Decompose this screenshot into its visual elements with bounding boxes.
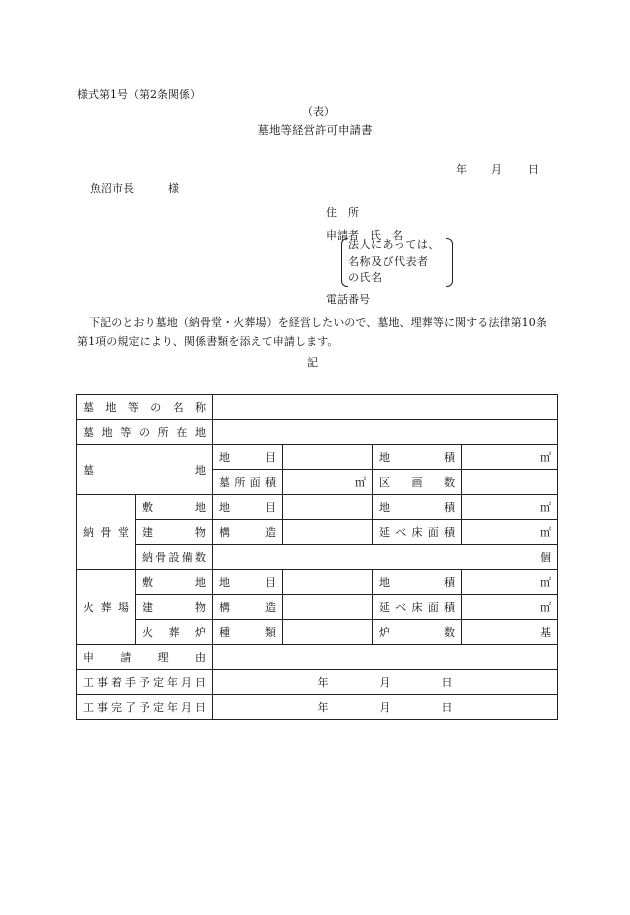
kasoba-kozo-value[interactable] bbox=[283, 595, 373, 620]
date-day: 日 bbox=[528, 163, 539, 176]
kasoba-rosu-label: 炉数 bbox=[373, 620, 462, 645]
end-date-value[interactable] bbox=[213, 695, 558, 720]
address-label: 住 所 bbox=[326, 206, 359, 219]
cemetery-label: 墓地 bbox=[77, 445, 213, 495]
cemetery-chiseki-label: 地積 bbox=[373, 445, 462, 470]
corporation-note bbox=[343, 237, 451, 288]
reason-value[interactable] bbox=[213, 645, 558, 670]
nokotsudo-setsubi-value[interactable]: 個 bbox=[213, 545, 558, 570]
cemetery-chimoku-label: 地目 bbox=[213, 445, 283, 470]
date-line bbox=[456, 161, 539, 177]
front-side-label: （表） bbox=[302, 105, 335, 118]
nokotsudo-kozo-value[interactable] bbox=[283, 520, 373, 545]
table-row bbox=[77, 570, 558, 595]
nokotsudo-chimoku-value[interactable] bbox=[283, 495, 373, 520]
end-year: 年 bbox=[317, 701, 329, 714]
nokotsudo-shikichi-label: 敷地 bbox=[136, 495, 213, 520]
addressee bbox=[90, 180, 179, 196]
start-day: 日 bbox=[441, 676, 453, 689]
name-label: 墓地等の名称 bbox=[77, 395, 213, 420]
nokotsudo-setsubi-label: 納骨設備数 bbox=[136, 545, 213, 570]
nokotsudo-nobe-value[interactable]: ㎡ bbox=[462, 520, 558, 545]
applicant-name-label: 申請者 氏 名 bbox=[326, 229, 403, 242]
corp-note-line-2: 名称及び代表者 bbox=[348, 254, 429, 268]
kasoba-shikichi-label: 敷地 bbox=[136, 570, 213, 595]
table-row bbox=[77, 395, 558, 420]
nokotsudo-label: 納骨堂 bbox=[77, 495, 136, 570]
document-title: 墓地等経営許可申請書 bbox=[257, 123, 373, 137]
cemetery-kukaku-value[interactable] bbox=[462, 470, 558, 495]
cemetery-bosho-value[interactable]: ㎡ bbox=[283, 470, 373, 495]
kasoba-label: 火葬場 bbox=[77, 570, 136, 645]
start-date-value[interactable] bbox=[213, 670, 558, 695]
table-row bbox=[77, 595, 558, 620]
right-bracket bbox=[446, 238, 453, 287]
name-value[interactable] bbox=[213, 395, 558, 420]
form-number: 様式第1号（第2条関係） bbox=[77, 88, 201, 101]
cemetery-bosho-label: 墓所面積 bbox=[213, 470, 283, 495]
kasoba-chiseki-label: 地積 bbox=[373, 570, 462, 595]
addressee-honorific: 様 bbox=[168, 182, 179, 195]
table-row bbox=[77, 520, 558, 545]
end-date-label: 工事完了予定年月日 bbox=[77, 695, 213, 720]
addressee-name: 魚沼市長 bbox=[90, 182, 134, 195]
left-bracket bbox=[341, 238, 348, 287]
location-label: 墓地等の所在地 bbox=[77, 420, 213, 445]
table-row bbox=[77, 670, 558, 695]
kasoba-shurui-value[interactable] bbox=[283, 620, 373, 645]
kasoba-chimoku-value[interactable] bbox=[283, 570, 373, 595]
table-row bbox=[77, 445, 558, 470]
kasoba-nobe-value[interactable]: ㎡ bbox=[462, 595, 558, 620]
location-value[interactable] bbox=[213, 420, 558, 445]
reason-label: 申請理由 bbox=[77, 645, 213, 670]
date-month: 月 bbox=[491, 163, 502, 176]
kasoba-rosu-value[interactable]: 基 bbox=[462, 620, 558, 645]
nokotsudo-chiseki-label: 地積 bbox=[373, 495, 462, 520]
end-month: 月 bbox=[379, 701, 391, 714]
corp-note-line-1: 法人にあっては、 bbox=[348, 238, 440, 251]
table-row bbox=[77, 695, 558, 720]
cemetery-chiseki-value[interactable]: ㎡ bbox=[462, 445, 558, 470]
table-row bbox=[77, 545, 558, 570]
ki-label: 記 bbox=[307, 356, 318, 369]
body-text: 下記のとおり墓地（納骨堂・火葬場）を経営したいので、墓地、埋葬等に関する法律第10条第1項の規定により、関係書類を添えて申請します。 bbox=[77, 316, 547, 348]
table-row bbox=[77, 620, 558, 645]
start-year: 年 bbox=[317, 676, 329, 689]
corp-note-line-3: の氏名 bbox=[348, 271, 383, 284]
cemetery-kukaku-label: 区画数 bbox=[373, 470, 462, 495]
start-month: 月 bbox=[379, 676, 391, 689]
start-date-label: 工事着手予定年月日 bbox=[77, 670, 213, 695]
kasoba-tatemono-label: 建物 bbox=[136, 595, 213, 620]
kasoba-kozo-label: 構造 bbox=[213, 595, 283, 620]
table-row bbox=[77, 645, 558, 670]
date-year: 年 bbox=[456, 163, 467, 176]
kasoba-shurui-label: 種類 bbox=[213, 620, 283, 645]
phone-label: 電話番号 bbox=[326, 293, 370, 306]
nokotsudo-chiseki-value[interactable]: ㎡ bbox=[462, 495, 558, 520]
nokotsudo-kozo-label: 構造 bbox=[213, 520, 283, 545]
table-row bbox=[77, 420, 558, 445]
application-table bbox=[76, 394, 558, 720]
kasoba-chimoku-label: 地目 bbox=[213, 570, 283, 595]
cemetery-chimoku-value[interactable] bbox=[283, 445, 373, 470]
nokotsudo-tatemono-label: 建物 bbox=[136, 520, 213, 545]
kasoba-nobe-label: 延べ床面積 bbox=[373, 595, 462, 620]
kasoba-chiseki-value[interactable]: ㎡ bbox=[462, 570, 558, 595]
table-row bbox=[77, 495, 558, 520]
kasoba-kasoro-label: 火葬炉 bbox=[136, 620, 213, 645]
nokotsudo-chimoku-label: 地目 bbox=[213, 495, 283, 520]
end-day: 日 bbox=[441, 701, 453, 714]
nokotsudo-nobe-label: 延べ床面積 bbox=[373, 520, 462, 545]
